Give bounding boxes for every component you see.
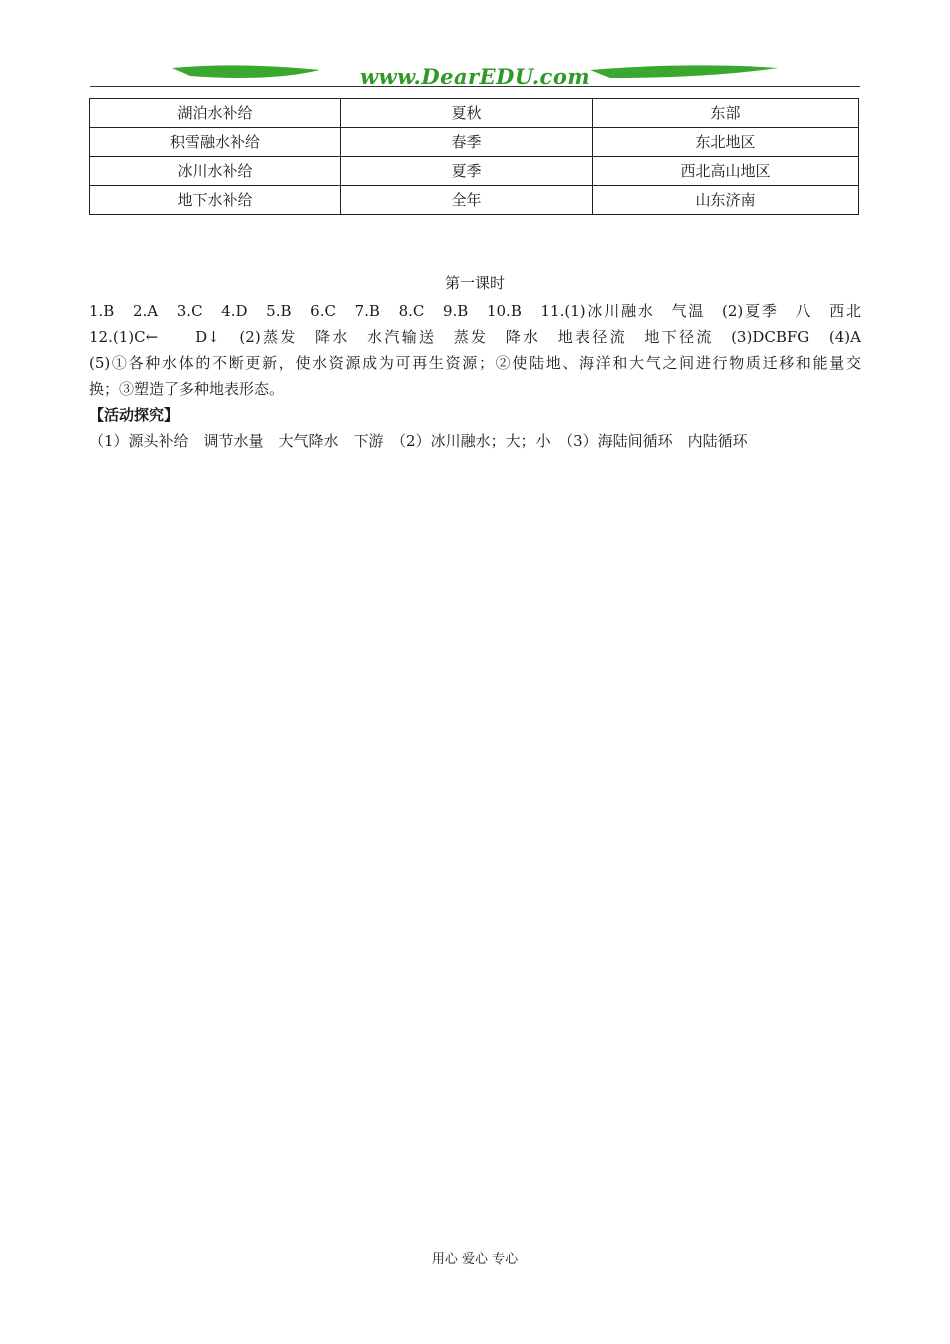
table-row: [90, 157, 859, 186]
table-cell: 春季: [341, 128, 593, 157]
header-rule: [90, 86, 860, 87]
table-cell: 夏秋: [341, 99, 593, 128]
table-cell: 夏季: [341, 157, 593, 186]
table-cell: 全年: [341, 186, 593, 215]
table-cell: 积雪融水补给: [90, 128, 341, 157]
activity-answer: （1）源头补给 调节水量 大气降水 下游 （2）冰川融水；大；小 （3）海陆间循环 内陆循环: [89, 432, 748, 450]
site-logo-text: www.DearEDU.com: [359, 64, 591, 89]
answer-section: [89, 298, 861, 454]
page-footer: 用心 爱心 专心: [431, 1252, 519, 1267]
answer-line: 1.B 2.A 3.C 4.D 5.B 6.C 7.B 8.C 9.B 10.B 11.(1)冰川融水 气温 (2)夏季 八 西北: [89, 302, 861, 320]
table-cell: 东部: [593, 99, 859, 128]
activity-heading: 【活动探究】: [89, 406, 180, 424]
table-cell: 湖泊水补给: [90, 99, 341, 128]
table-cell: 西北高山地区: [593, 157, 859, 186]
answer-line: (5)①各种水体的不断更新，使水资源成为可再生资源；②使陆地、海洋和大气之间进行物质迁移和能量交: [89, 354, 861, 372]
water-supply-table: [89, 98, 859, 215]
answer-line: 12.(1)C← D↓ (2)蒸发 降水 水汽输送 蒸发 降水 地表径流 地下径流 (3)DCBFG (4)A: [89, 328, 861, 346]
table-row: [90, 186, 859, 215]
table-row: [90, 99, 859, 128]
answer-line: 换；③塑造了多种地表形态。: [89, 380, 285, 398]
table-row: [90, 128, 859, 157]
table-cell: 东北地区: [593, 128, 859, 157]
table-cell: 冰川水补给: [90, 157, 341, 186]
table-cell: 山东济南: [593, 186, 859, 215]
table-cell: 地下水补给: [90, 186, 341, 215]
lesson-title: 第一课时: [444, 274, 505, 292]
